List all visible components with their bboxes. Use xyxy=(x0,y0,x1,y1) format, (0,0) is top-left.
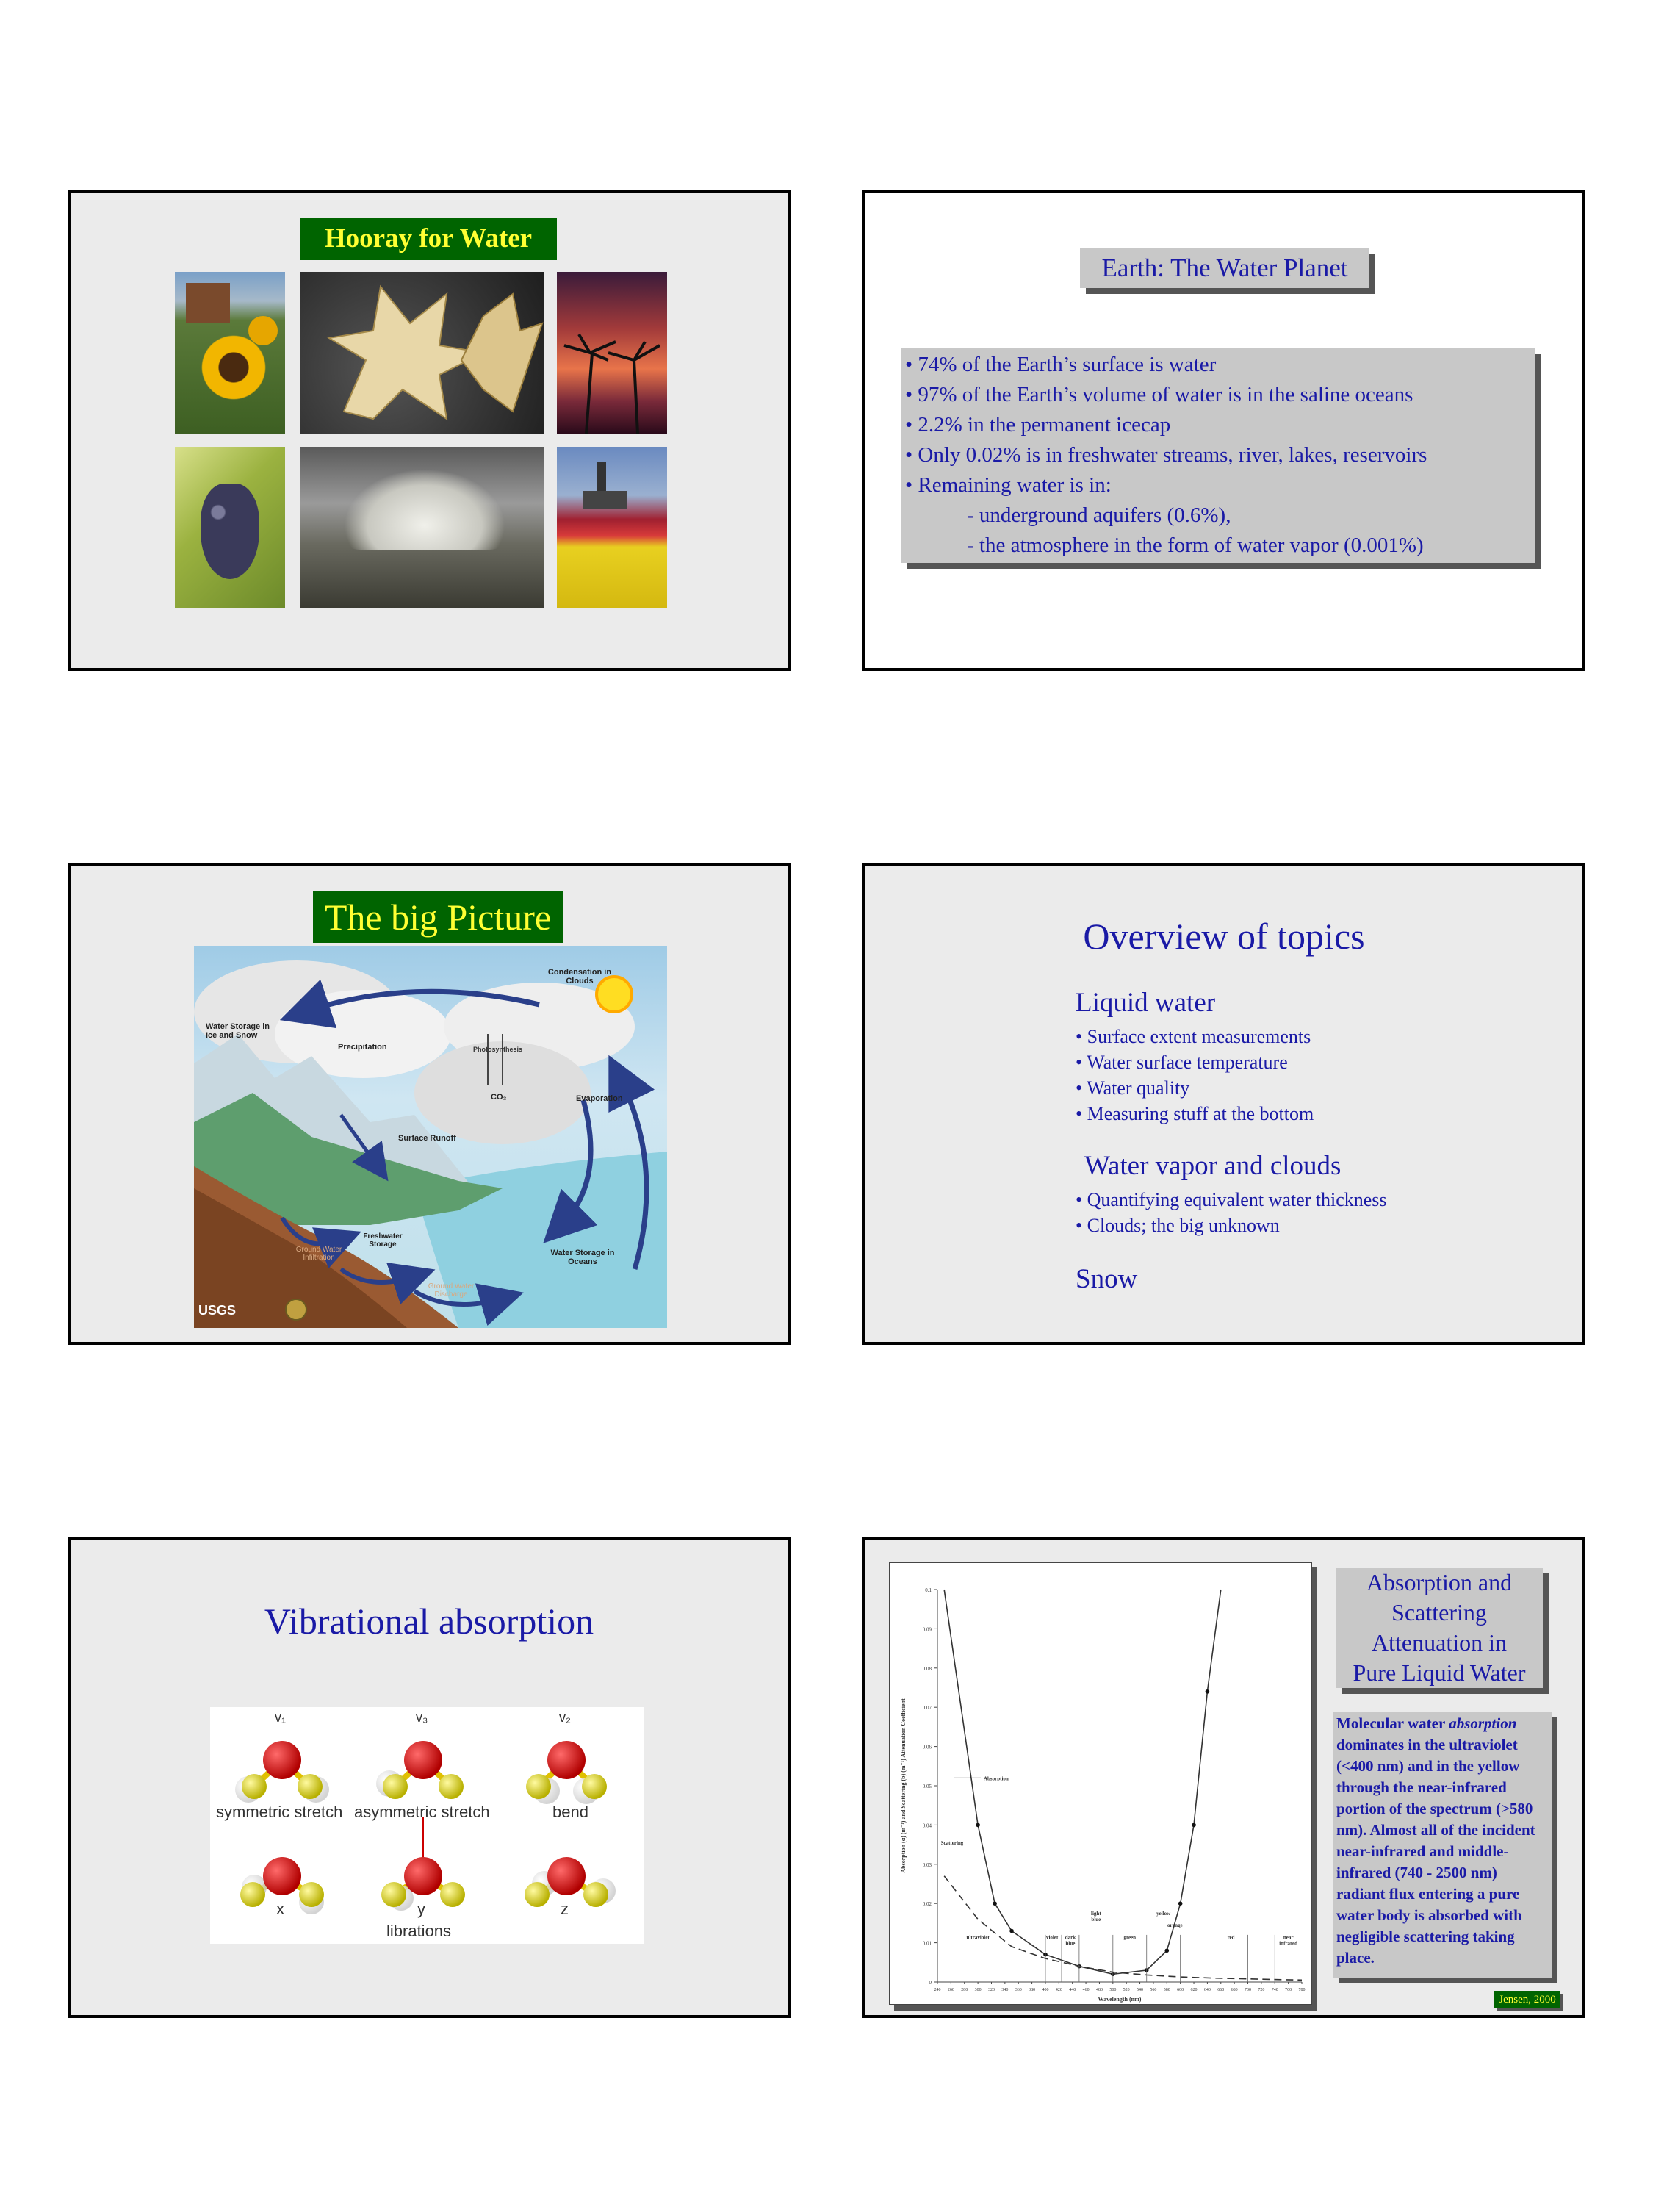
band-label: ultraviolet xyxy=(966,1934,990,1941)
mode-label: asymmetric stretch xyxy=(354,1803,490,1821)
fact-item: • 74% of the Earth’s surface is water xyxy=(905,353,1217,376)
x-tick-label: 540 xyxy=(1137,1988,1144,1992)
scattering-line xyxy=(944,1876,1302,1981)
label-photosynthesis: Photosynthesis xyxy=(473,1046,523,1053)
slide-vibrational-absorption xyxy=(68,1537,791,2018)
label-groundwater-discharge: Ground Water Discharge xyxy=(428,1282,475,1299)
x-tick-label: 560 xyxy=(1150,1988,1157,1992)
mode-symbol: v₂ xyxy=(559,1710,571,1725)
band-label: light blue xyxy=(1091,1911,1101,1923)
band-label: near infrared xyxy=(1279,1934,1298,1947)
x-tick-label: 440 xyxy=(1069,1988,1076,1992)
attenuation-chart xyxy=(890,1563,1311,2004)
description-emphasis: absorption xyxy=(1449,1714,1517,1732)
facts-box xyxy=(901,348,1535,563)
sub-fact-item: - underground aquifers (0.6%), xyxy=(967,503,1231,527)
x-tick-label: 660 xyxy=(1217,1988,1225,1992)
y-tick-label: 0.02 xyxy=(922,1901,932,1908)
slide-title: The big Picture xyxy=(313,891,563,943)
topic-list-liquid-water xyxy=(1076,1024,1314,1127)
label-water-storage-oceans: Water Storage in Oceans xyxy=(550,1249,615,1266)
x-tick-label: 320 xyxy=(987,1988,995,1992)
x-tick-label: 300 xyxy=(974,1988,982,1992)
slide-title: Earth: The Water Planet xyxy=(1080,248,1369,288)
x-tick-label: 780 xyxy=(1298,1988,1306,1992)
palm-sunset-photo xyxy=(557,272,667,434)
absorption-point xyxy=(1192,1823,1196,1828)
absorption-line xyxy=(944,1590,1221,1974)
band-label: dark blue xyxy=(1065,1934,1076,1947)
title-line: Absorption and xyxy=(1366,1569,1513,1595)
slide-title: Overview of topics xyxy=(1083,916,1365,957)
label-evaporation: Evaporation xyxy=(576,1094,623,1103)
y-tick-label: 0.06 xyxy=(922,1744,932,1750)
topic-item: • Measuring stuff at the bottom xyxy=(1076,1103,1314,1124)
usgs-logo: USGS xyxy=(198,1303,237,1318)
absorption-point xyxy=(1009,1929,1014,1933)
x-tick-label: 600 xyxy=(1177,1988,1184,1992)
agency-seal-icon xyxy=(285,1299,307,1321)
fact-item: • Only 0.02% is in freshwater streams, river, lakes, reservoirs xyxy=(905,443,1427,467)
slide-hooray-for-water xyxy=(68,190,791,671)
mode-symbol: v₃ xyxy=(416,1710,428,1725)
mode-label: bend xyxy=(552,1803,588,1821)
attenuation-chart-panel xyxy=(889,1562,1312,2005)
credit-badge: Jensen, 2000 xyxy=(1494,1991,1560,2008)
section-heading-liquid-water: Liquid water xyxy=(1076,988,1216,1018)
y-tick-label: 0.09 xyxy=(922,1626,932,1633)
description-text: dominates in the ultraviolet (<400 nm) and in the yellow through the near-infrared portion of the spectrum (>580 nm). Almost all of the incident near-infrared and middle-infrared (740 - 2500 nm) radiant flux entering a pure water body is absorbed with negligible scattering taking place. xyxy=(1336,1736,1535,1967)
absorption-point xyxy=(976,1823,980,1828)
y-tick-label: 0 xyxy=(929,1980,932,1986)
x-tick-label: 760 xyxy=(1285,1988,1292,1992)
x-tick-label: 460 xyxy=(1082,1988,1090,1992)
band-label: yellow xyxy=(1156,1911,1171,1917)
slide-title: Hooray for Water xyxy=(300,218,557,260)
mode-label: symmetric stretch xyxy=(216,1803,343,1821)
fact-item: • 97% of the Earth’s volume of water is in the saline oceans xyxy=(905,383,1413,406)
x-tick-label: 680 xyxy=(1231,1988,1238,1992)
x-axis-label: Wavelength (nm) xyxy=(1098,1996,1142,2003)
fact-item: • Remaining water is in: xyxy=(905,473,1112,497)
libration-axis-label: z xyxy=(561,1900,569,1918)
topic-list-water-vapor xyxy=(1076,1187,1387,1238)
libration-axis-label: y xyxy=(417,1900,425,1918)
x-tick-label: 720 xyxy=(1258,1988,1265,1992)
x-tick-label: 340 xyxy=(1001,1988,1009,1992)
y-tick-label: 0.1 xyxy=(925,1587,932,1593)
x-tick-label: 640 xyxy=(1203,1988,1211,1992)
y-tick-label: 0.04 xyxy=(922,1823,932,1829)
description-text: Molecular water xyxy=(1336,1714,1449,1732)
x-tick-label: 280 xyxy=(961,1988,968,1992)
topic-item: • Water quality xyxy=(1076,1077,1190,1099)
absorption-point xyxy=(993,1901,997,1906)
section-heading-water-vapor: Water vapor and clouds xyxy=(1084,1151,1342,1181)
absorption-series-label: Absorption xyxy=(983,1775,1009,1782)
y-tick-label: 0.03 xyxy=(922,1861,932,1868)
section-heading-snow: Snow xyxy=(1076,1264,1138,1294)
y-tick-label: 0.08 xyxy=(922,1665,932,1672)
slide-earth-water-planet xyxy=(862,190,1585,671)
x-tick-label: 400 xyxy=(1042,1988,1049,1992)
x-tick-label: 420 xyxy=(1055,1988,1062,1992)
x-tick-label: 480 xyxy=(1095,1988,1103,1992)
librations-label: librations xyxy=(386,1922,452,1940)
x-tick-label: 360 xyxy=(1015,1988,1022,1992)
title-line: Pure Liquid Water xyxy=(1353,1659,1526,1686)
x-tick-label: 580 xyxy=(1163,1988,1170,1992)
water-molecule-modes-figure xyxy=(210,1707,644,1944)
label-freshwater-storage: Freshwater Storage xyxy=(363,1232,403,1249)
label-surface-runoff: Surface Runoff xyxy=(398,1134,456,1143)
y-tick-label: 0.05 xyxy=(922,1784,932,1789)
x-tick-label: 620 xyxy=(1190,1988,1198,1992)
slide-title: Vibrational absorption xyxy=(264,1601,594,1642)
topic-item: • Water surface temperature xyxy=(1076,1052,1288,1073)
label-condensation: Condensation in Clouds xyxy=(547,968,612,985)
mode-symbol: v₁ xyxy=(275,1710,287,1725)
slide-overview-of-topics xyxy=(862,863,1585,1345)
title-line: Scattering xyxy=(1391,1599,1487,1626)
band-label: green xyxy=(1123,1934,1137,1941)
absorption-point xyxy=(1164,1948,1169,1953)
slide-big-picture xyxy=(68,863,791,1345)
y-tick-label: 0.01 xyxy=(922,1940,932,1947)
band-label: orange xyxy=(1167,1922,1183,1929)
topic-item: • Quantifying equivalent water thickness xyxy=(1076,1189,1387,1210)
absorption-point xyxy=(1178,1901,1183,1906)
grapes-photo xyxy=(175,447,285,608)
libration-axis-label: x xyxy=(276,1900,284,1918)
topic-item: • Clouds; the big unknown xyxy=(1076,1215,1280,1236)
y-tick-label: 0.07 xyxy=(922,1705,932,1712)
slide-title-box xyxy=(1336,1568,1543,1688)
tulip-field-photo xyxy=(557,447,667,608)
sub-fact-item: - the atmosphere in the form of water vapor (0.001%) xyxy=(967,534,1424,557)
band-label: violet xyxy=(1045,1934,1059,1941)
x-tick-label: 260 xyxy=(947,1988,954,1992)
scattering-series-label: Scattering xyxy=(940,1840,964,1847)
fact-item: • 2.2% in the permanent icecap xyxy=(905,413,1171,437)
label-precipitation: Precipitation xyxy=(338,1043,387,1052)
x-tick-label: 240 xyxy=(934,1988,941,1992)
maple-leaves-photo xyxy=(300,272,544,434)
x-tick-label: 740 xyxy=(1271,1988,1278,1992)
water-cycle-diagram xyxy=(194,946,667,1328)
topic-item: • Surface extent measurements xyxy=(1076,1026,1311,1047)
label-groundwater-infiltration: Ground Water Infiltration xyxy=(295,1246,342,1262)
wave-photo xyxy=(300,447,544,608)
x-tick-label: 700 xyxy=(1245,1988,1252,1992)
description-box xyxy=(1333,1712,1552,1978)
slide-absorption-scattering xyxy=(862,1537,1585,2018)
absorption-point xyxy=(1206,1689,1210,1694)
label-water-storage-ice: Water Storage in Ice and Snow xyxy=(206,1022,270,1040)
x-tick-label: 520 xyxy=(1123,1988,1130,1992)
x-tick-label: 380 xyxy=(1029,1988,1036,1992)
y-axis-label: Absorption (α) (m⁻¹) and Scattering (b) (m⁻¹) Attenuation Coefficient xyxy=(900,1698,907,1873)
x-tick-label: 500 xyxy=(1109,1988,1117,1992)
label-co2: CO₂ xyxy=(491,1093,507,1102)
sunflower-photo xyxy=(175,272,285,434)
band-label: red xyxy=(1227,1934,1235,1941)
title-line: Attenuation in xyxy=(1372,1629,1507,1656)
